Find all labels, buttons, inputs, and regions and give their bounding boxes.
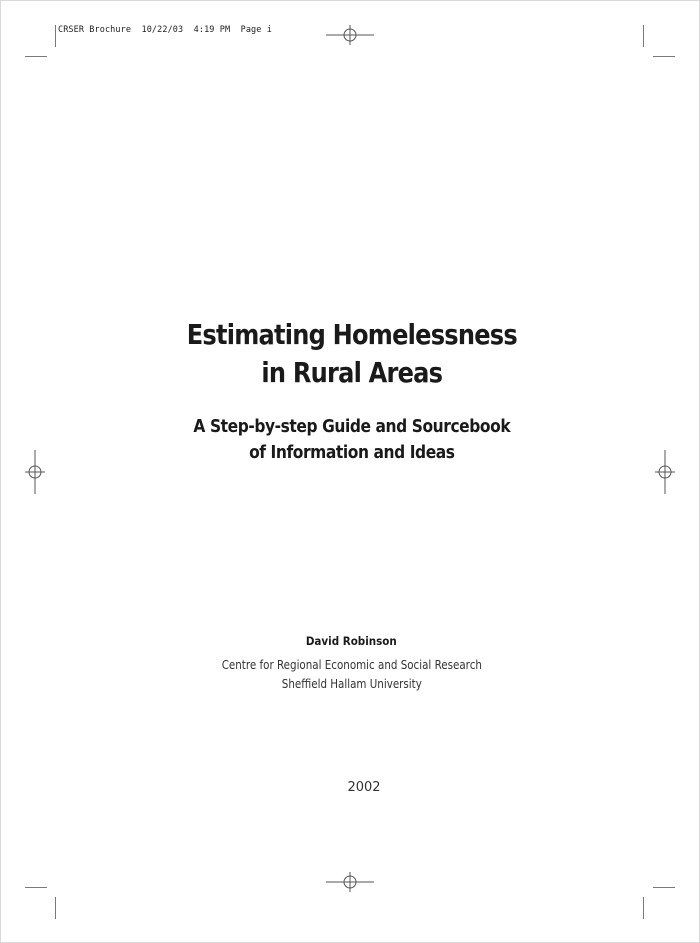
- crop-mark-top-left-vertical: [55, 25, 56, 47]
- subtitle-line-1: A Step-by-step Guide and Sourcebook: [193, 416, 511, 437]
- crop-mark-bottom-left-horizontal: [25, 887, 47, 888]
- title-line-2: in Rural Areas: [261, 356, 443, 389]
- crop-mark-top-right-vertical: [643, 25, 644, 47]
- registration-mark-left-icon: [25, 450, 45, 494]
- crop-mark-top-left-horizontal: [25, 56, 47, 57]
- registration-mark-right-icon: [655, 450, 675, 494]
- affiliation-line-2: Sheffield Hallam University: [281, 677, 422, 691]
- registration-mark-top-icon: [326, 25, 374, 45]
- document-subtitle: [51, 414, 653, 466]
- crop-mark-bottom-right-vertical: [643, 897, 644, 919]
- subtitle-line-2: of Information and Ideas: [249, 442, 455, 463]
- crop-mark-bottom-right-horizontal: [653, 887, 675, 888]
- crop-mark-top-right-horizontal: [653, 56, 675, 57]
- registration-mark-bottom-icon: [326, 872, 374, 892]
- author-affiliation: [51, 656, 653, 694]
- publication-year: 2002: [347, 780, 381, 795]
- author-name: David Robinson: [305, 634, 397, 648]
- crop-mark-bottom-left-vertical: [55, 897, 56, 919]
- title-line-1: Estimating Homelessness: [186, 318, 517, 351]
- print-slug-line: CRSER Brochure 10/22/03 4:19 PM Page i: [58, 25, 272, 35]
- document-title: [51, 316, 653, 392]
- affiliation-line-1: Centre for Regional Economic and Social Research: [221, 658, 482, 672]
